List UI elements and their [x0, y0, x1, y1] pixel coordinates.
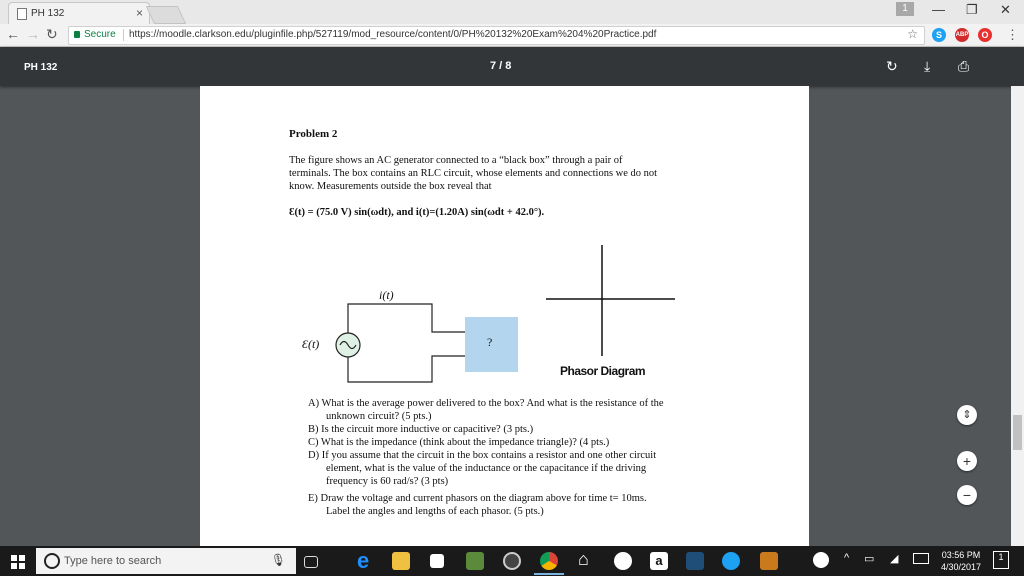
emf-label: Ɛ(t) [302, 337, 320, 351]
question-d-line-3: frequency is 60 rad/s? (3 pts) [326, 476, 449, 487]
action-center-icon[interactable] [993, 551, 1009, 569]
reload-button[interactable]: ↻ [46, 26, 58, 42]
store-icon[interactable] [430, 554, 444, 568]
extension-o-icon[interactable]: O [978, 28, 992, 42]
question-b: B) Is the circuit more inductive or capacitive? (3 pts.) [308, 424, 534, 435]
minimize-button[interactable]: — [932, 2, 945, 17]
zoom-in-button[interactable]: + [957, 451, 977, 471]
zoom-out-button[interactable]: − [957, 485, 977, 505]
intro-line-3: know. Measurements outside the box reveal that [289, 181, 492, 192]
bottom-wire [348, 346, 465, 382]
clock-date: 4/30/2017 [940, 562, 982, 572]
chrome-menu-icon[interactable]: ⋮ [1006, 27, 1019, 42]
download-icon[interactable]: ⤓ [924, 58, 931, 74]
pdf-toolbar [0, 47, 1024, 86]
intro-line-2: terminals. The box contains an RLC circuit, whose elements and connections we do not [289, 168, 658, 179]
keyboard-icon[interactable] [913, 553, 929, 564]
hp-icon[interactable] [614, 552, 632, 570]
game-icon[interactable] [760, 552, 778, 570]
question-a-line-1: A) What is the average power delivered to the box? And what is the resistance of the [308, 398, 664, 409]
separator [123, 29, 124, 41]
current-label: i(t) [379, 288, 394, 302]
question-d-line-1: D) If you assume that the circuit in the box contains a resistor and one other circuit [308, 450, 657, 461]
scrollbar-thumb[interactable] [1013, 415, 1022, 450]
windows-start-icon[interactable] [11, 555, 25, 569]
question-a-line-2: unknown circuit? (5 pts.) [326, 411, 432, 422]
intro-line-1: The figure shows an AC generator connected to a “black box” through a pair of [289, 155, 623, 166]
search-placeholder: Type here to search [64, 555, 162, 567]
back-button[interactable]: ← [6, 26, 20, 42]
fit-page-button[interactable]: ⇕ [957, 405, 977, 425]
pdf-page [200, 86, 809, 546]
weather-icon[interactable] [686, 552, 704, 570]
close-window-button[interactable]: ✕ [1000, 2, 1011, 17]
app-icon[interactable] [466, 552, 484, 570]
media-icon[interactable] [503, 552, 521, 570]
taskbar-search-box[interactable] [36, 548, 296, 574]
bookmark-star-icon[interactable]: ☆ [907, 27, 918, 41]
edge-icon[interactable]: e [357, 548, 370, 573]
question-e-line-2: Label the angles and lengths of each phasor. (5 pts.) [326, 506, 544, 517]
extension-s-icon[interactable]: S [932, 28, 946, 42]
restore-button[interactable]: ❐ [966, 2, 978, 17]
task-view-icon[interactable] [304, 556, 318, 568]
black-box-label: ? [487, 335, 493, 349]
question-c: C) What is the impedance (think about the impedance triangle)? (4 pts.) [308, 437, 610, 448]
system-clock[interactable] [936, 549, 986, 573]
tab-close-button[interactable]: × [135, 6, 143, 20]
scrollbar[interactable] [1011, 86, 1024, 546]
microphone-icon[interactable]: 🎙 [270, 553, 286, 567]
skype-icon[interactable] [722, 552, 740, 570]
phasor-label: Phasor Diagram [560, 364, 646, 378]
chrome-icon[interactable] [540, 552, 558, 570]
notification-count: 1 [998, 552, 1004, 562]
home-icon[interactable]: ⌂ [578, 549, 589, 569]
tab-title: PH 132 [31, 8, 65, 19]
circuit-figure [200, 86, 809, 386]
problem-heading: Problem 2 [289, 128, 338, 140]
adblock-icon[interactable]: ABP [955, 28, 969, 42]
help-icon[interactable] [813, 552, 829, 568]
profile-badge[interactable]: 1 [896, 2, 914, 16]
clock-time: 03:56 PM [941, 550, 981, 560]
active-app-indicator [534, 573, 564, 575]
wifi-icon[interactable]: ◢ [890, 553, 899, 565]
address-bar[interactable] [68, 26, 925, 45]
forward-button[interactable]: → [26, 26, 40, 42]
equation: Ɛ(t) = (75.0 V) sin(ωdt), and i(t)=(1.20A) sin(ωdt + 42.0°). [289, 207, 545, 218]
file-explorer-icon[interactable] [392, 552, 410, 570]
chevron-up-icon[interactable]: ^ [844, 552, 850, 564]
question-e-line-1: E) Draw the voltage and current phasors on the diagram above for time t= 10ms. [308, 493, 647, 504]
page-indicator[interactable]: 7 / 8 [490, 60, 512, 72]
secure-label: Secure [84, 29, 116, 40]
lock-icon [74, 31, 80, 38]
rotate-icon[interactable]: ↻ [886, 58, 898, 74]
amazon-icon[interactable]: a [650, 552, 668, 570]
top-wire [348, 304, 465, 346]
pdf-title: PH 132 [24, 62, 58, 73]
cortana-icon [44, 553, 60, 569]
browser-tab[interactable] [8, 2, 150, 25]
document-icon [17, 8, 27, 20]
battery-icon[interactable]: ▭ [864, 553, 875, 565]
print-icon[interactable]: ⎙ [958, 58, 970, 74]
url-text[interactable]: https://moodle.clarkson.edu/pluginfile.php/527119/mod_resource/content/0/PH%20132%20Exam%204%20Practice.pdf [129, 29, 657, 40]
question-d-line-2: element, what is the value of the inductance or the capacitance if the driving [326, 463, 647, 474]
